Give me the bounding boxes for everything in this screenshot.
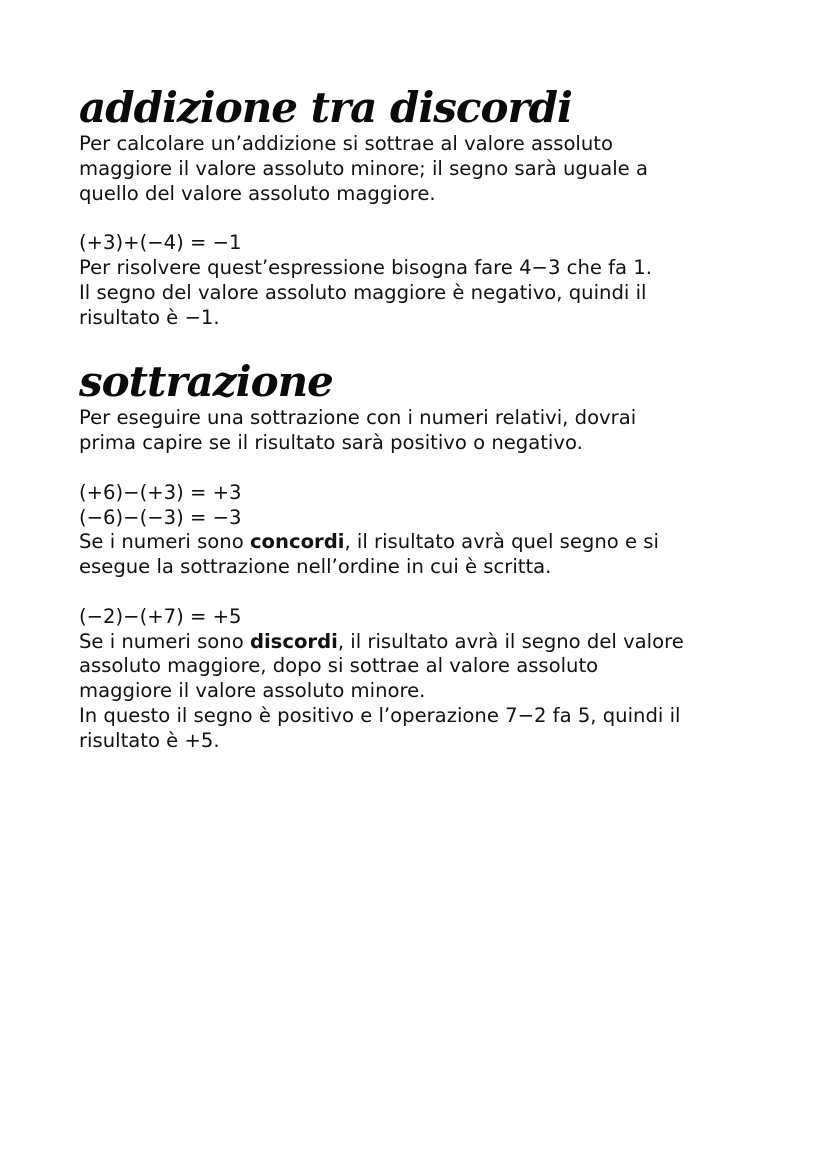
text-line: Il segno del valore assoluto maggiore è negativo, quindi il	[79, 280, 647, 304]
paragraph-gap	[79, 206, 779, 231]
bold-term: discordi	[249, 629, 338, 653]
sottrazione-intro	[79, 406, 779, 456]
document-page	[79, 78, 779, 754]
text-line: risultato è −1.	[79, 305, 220, 329]
text-line: esegue la sottrazione nell’ordine in cui è scritta.	[79, 555, 552, 579]
text-span: Se i numeri sono	[79, 629, 250, 653]
addizione-intro	[79, 132, 779, 206]
paragraph-gap	[79, 456, 779, 481]
text-span: , il risultato avrà il segno del valore	[337, 629, 684, 653]
text-line	[79, 530, 779, 555]
addizione-example	[79, 231, 779, 330]
example-expression: (+6)−(+3) = +3	[79, 480, 242, 504]
text-line: In questo il segno è positivo e l’operazione 7−2 fa 5, quindi il	[79, 703, 681, 727]
example-expression: (−2)−(+7) = +5	[79, 604, 242, 628]
section-title-addizione: addizione tra discordi	[79, 83, 572, 132]
text-line: risultato è +5.	[79, 728, 220, 752]
text-line: Per calcolare un’addizione si sottrae al valore assoluto	[79, 132, 613, 155]
bold-term: concordi	[249, 530, 345, 554]
text-line	[79, 630, 779, 655]
text-line: maggiore il valore assoluto minore.	[79, 679, 426, 703]
example-expression: (+3)+(−4) = −1	[79, 231, 242, 255]
example-expression: (−6)−(−3) = −3	[79, 505, 242, 529]
section-title-sottrazione: sottrazione	[79, 357, 333, 407]
text-span: , il risultato avrà quel segno e si	[344, 530, 659, 554]
text-line: assoluto maggiore, dopo si sottrae al valore assoluto	[79, 654, 599, 678]
text-line: Per risolvere quest’espressione bisogna fare 4−3 che fa 1.	[79, 255, 652, 279]
discordi-block	[79, 605, 779, 754]
text-span: Se i numeri sono	[79, 530, 250, 554]
text-line: quello del valore assoluto maggiore.	[79, 181, 436, 205]
text-line: Per eseguire una sottrazione con i numeri relativi, dovrai	[79, 406, 637, 430]
text-line: maggiore il valore assoluto minore; il segno sarà uguale a	[79, 156, 648, 180]
text-line: prima capire se il risultato sarà positivo o negativo.	[79, 431, 583, 455]
concordi-block	[79, 481, 779, 580]
paragraph-gap	[79, 580, 779, 605]
